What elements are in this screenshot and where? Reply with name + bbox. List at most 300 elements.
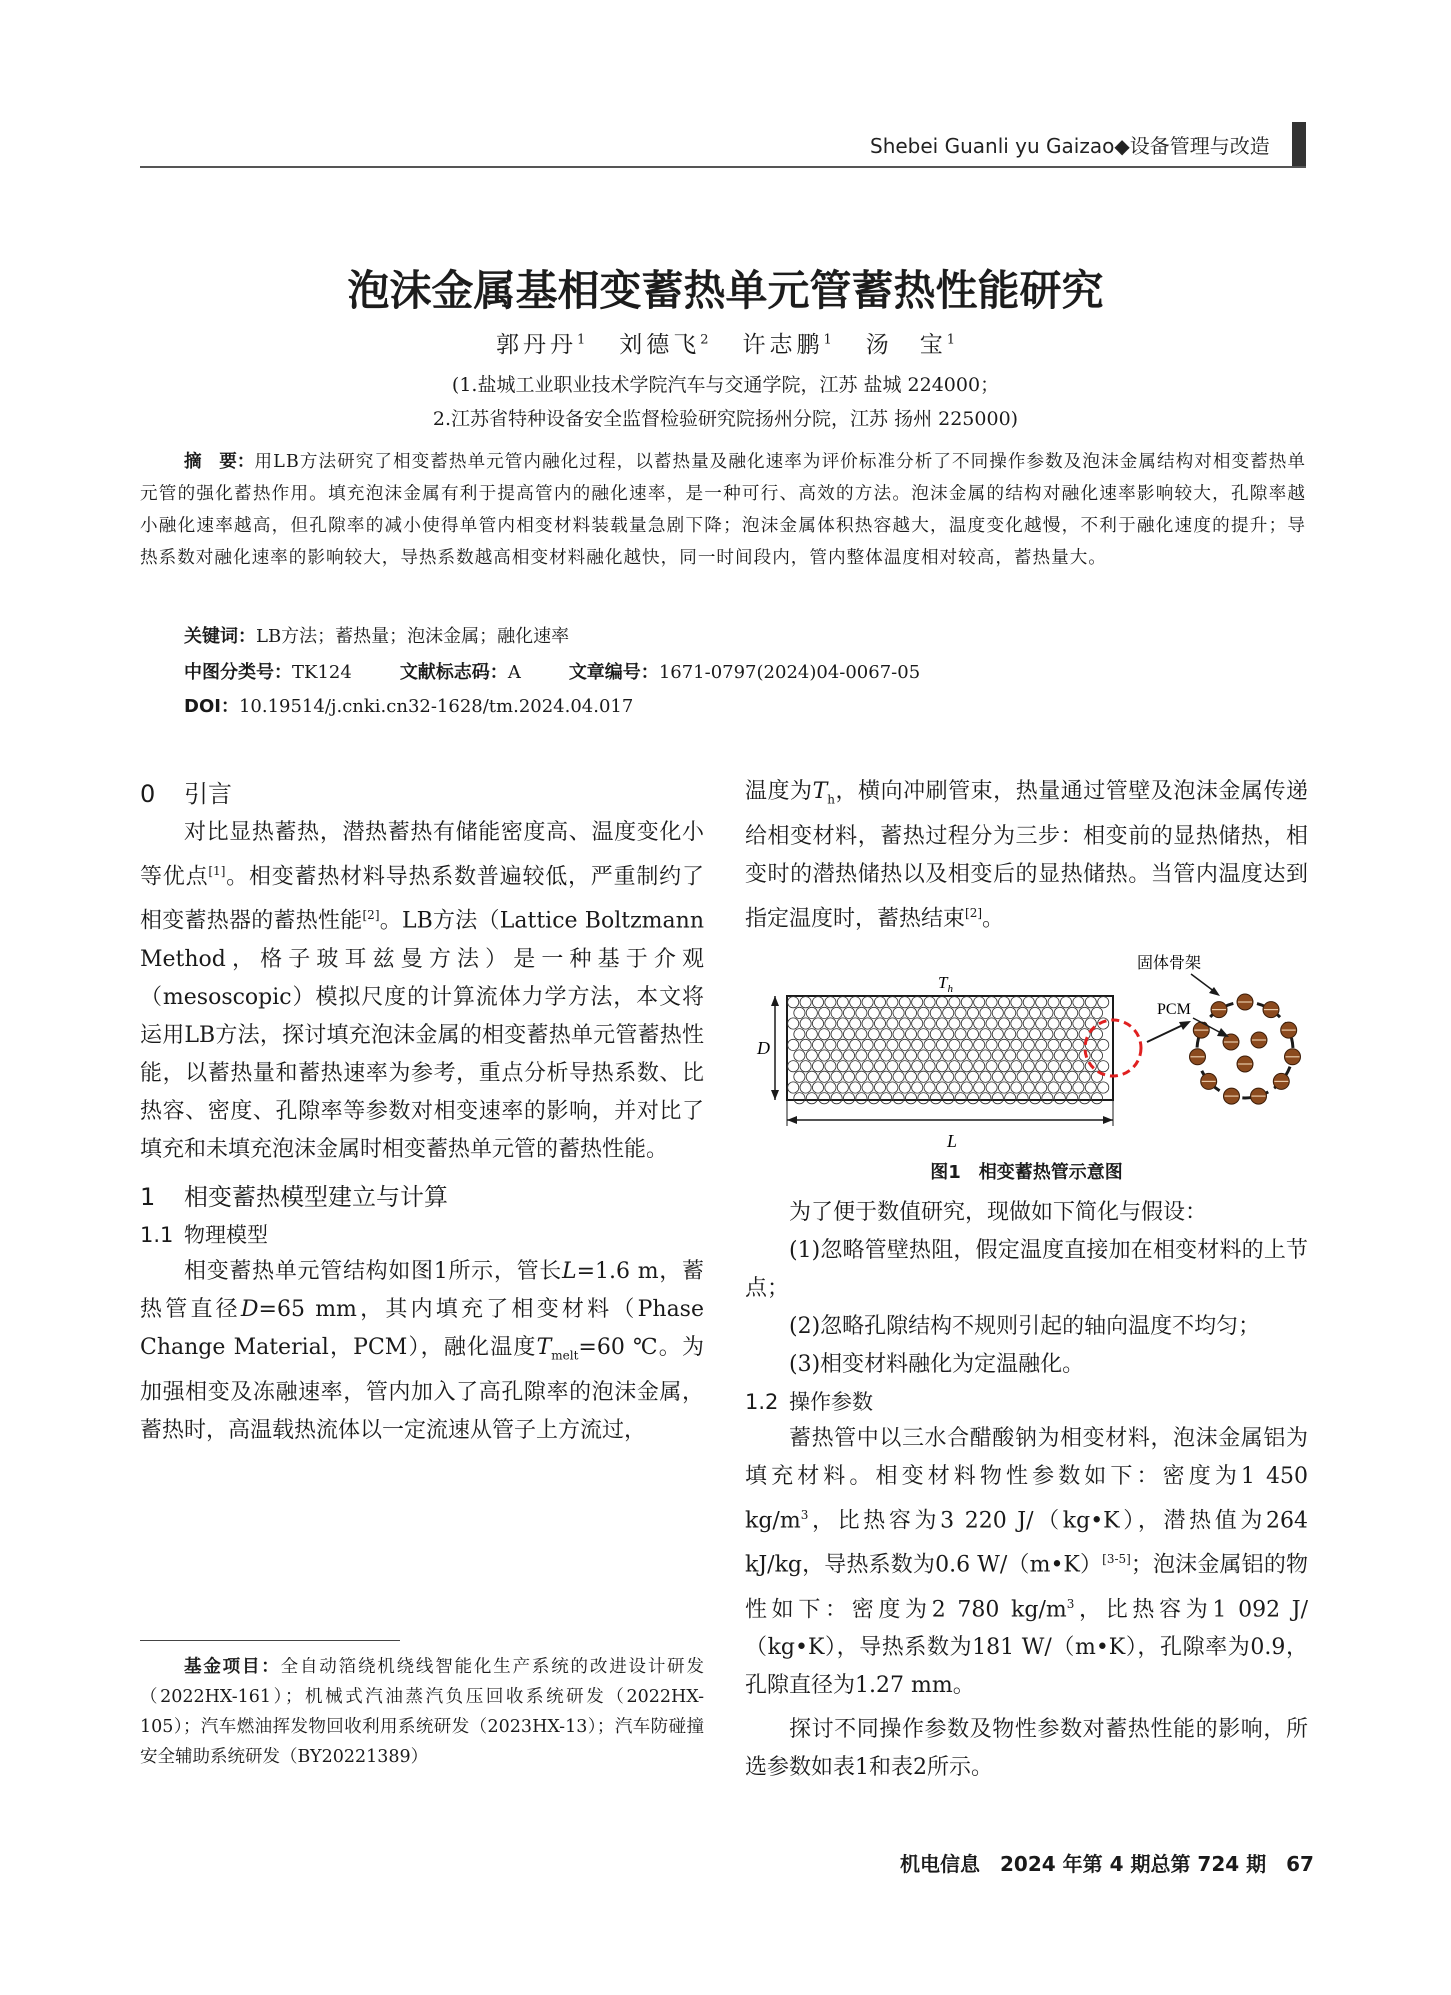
foam-cell: [1029, 1093, 1040, 1104]
foam-cell: [1085, 1082, 1096, 1093]
doi-line: [184, 692, 633, 718]
foam-cell: [812, 1082, 823, 1093]
foam-cell: [1098, 1082, 1109, 1093]
foam-cell: [1011, 1061, 1022, 1072]
foam-cell: [1017, 1007, 1028, 1018]
foam-cell: [918, 1007, 929, 1018]
assumptions-intro: 为了便于数值研究，现做如下简化与假设：: [789, 1200, 1208, 1225]
dimension-D-label: D: [757, 1038, 770, 1058]
foam-cell: [862, 1039, 873, 1050]
foam-cell: [831, 1050, 842, 1061]
foam-cell: [992, 1093, 1003, 1104]
foam-cell: [912, 1039, 923, 1050]
foam-cell: [800, 1039, 811, 1050]
foam-cell: [936, 1082, 947, 1093]
foam-cell: [980, 1050, 991, 1061]
foam-cell: [1005, 1029, 1016, 1040]
foam-cell: [1011, 997, 1022, 1008]
foam-cell: [806, 1093, 817, 1104]
foam-cell: [862, 1018, 873, 1029]
foam-cell: [831, 1093, 842, 1104]
foam-cell: [980, 1007, 991, 1018]
paper-title: 泡沫金属基相变蓄热单元管蓄热性能研究: [347, 266, 1104, 315]
foam-cell: [967, 1007, 978, 1018]
foam-cell: [936, 1039, 947, 1050]
foam-cell: [806, 1007, 817, 1018]
foam-cell: [1017, 1029, 1028, 1040]
foam-cell: [974, 1082, 985, 1093]
foam-cell: [850, 1082, 861, 1093]
arrowhead: [771, 1090, 779, 1100]
doi-label: DOI：: [184, 696, 239, 717]
foam-cell: [1054, 1007, 1065, 1018]
foam-cell: [1060, 1018, 1071, 1029]
foam-cell: [856, 1093, 867, 1104]
foam-cell: [856, 1050, 867, 1061]
foam-cell: [800, 1061, 811, 1072]
foam-cell: [1067, 1093, 1078, 1104]
model-paragraph-cont: 温度为$T_h$，横向冲刷管束，热量通过管壁及泡沫金属传递给相变材料，蓄热过程分为三步：相变前的显热储热，相变时的潜热储热以及相变后的显热储热。当管内温度达到指定温度时，蓄热结束[2]。: [745, 779, 1308, 932]
foam-cell: [1054, 1050, 1065, 1061]
foam-cell: [819, 1050, 830, 1061]
foam-cell: [1048, 1039, 1059, 1050]
foam-cell: [943, 1007, 954, 1018]
foam-cell: [825, 1061, 836, 1072]
foam-cell: [949, 1039, 960, 1050]
foam-cell: [1098, 997, 1109, 1008]
foam-cell: [918, 1071, 929, 1082]
foam-cell: [843, 1093, 854, 1104]
foam-cell: [912, 1061, 923, 1072]
foam-cell: [1029, 1029, 1040, 1040]
foam-cell: [868, 1050, 879, 1061]
arrowhead: [1179, 1021, 1191, 1030]
funding-footnote: [140, 1652, 704, 1772]
foam-cell: [825, 1039, 836, 1050]
foam-cell: [881, 1071, 892, 1082]
foam-cell: [967, 1029, 978, 1040]
foam-cell: [843, 1050, 854, 1061]
foam-cell: [837, 1082, 848, 1093]
foam-cell: [986, 997, 997, 1008]
foam-cell: [918, 1093, 929, 1104]
foam-cell: [974, 1018, 985, 1029]
foam-cell: [1029, 1007, 1040, 1018]
foam-cell: [1060, 1082, 1071, 1093]
foam-cell: [862, 1061, 873, 1072]
foam-cell: [936, 997, 947, 1008]
foam-cell: [825, 1018, 836, 1029]
foam-cell: [905, 1093, 916, 1104]
foam-cell: [1023, 1082, 1034, 1093]
foam-cell: [905, 1050, 916, 1061]
foam-cell: [943, 1093, 954, 1104]
foam-cell: [887, 997, 898, 1008]
foam-cell: [961, 1061, 972, 1072]
foam-cell: [893, 1050, 904, 1061]
foam-cell: [1036, 997, 1047, 1008]
foam-cell: [800, 997, 811, 1008]
citation-link[interactable]: [3-5]: [1102, 1552, 1131, 1567]
foam-cell: [819, 1007, 830, 1018]
foam-cell: [1036, 1061, 1047, 1072]
citation-link[interactable]: [2]: [362, 908, 380, 923]
foam-cell: [794, 1007, 805, 1018]
foam-cell: [918, 1029, 929, 1040]
foam-cell: [1005, 1007, 1016, 1018]
foam-cell: [924, 1061, 935, 1072]
foam-cell: [819, 1029, 830, 1040]
abstract: [140, 446, 1306, 574]
foam-cell: [1036, 1082, 1047, 1093]
foam-cell: [905, 1007, 916, 1018]
foam-cell: [961, 1018, 972, 1029]
foam-cell: [812, 1018, 823, 1029]
foam-cell: [825, 1082, 836, 1093]
section-heading-0: 0 引言: [140, 780, 232, 808]
foam-cell: [924, 1082, 935, 1093]
foam-cell: [912, 1018, 923, 1029]
foam-cell: [831, 1007, 842, 1018]
foam-cell: [800, 1082, 811, 1093]
foam-cell: [837, 997, 848, 1008]
foam-cell: [788, 1039, 799, 1050]
author: 汤 宝: [865, 332, 947, 358]
foam-cell: [794, 1093, 805, 1104]
article-no-value: 1671-0797(2024)04-0067-05: [658, 662, 921, 683]
doc-code-label: 文献标志码：: [399, 662, 508, 683]
foam-cell: [1067, 1007, 1078, 1018]
foam-cell: [1005, 1050, 1016, 1061]
foam-cell: [967, 1071, 978, 1082]
foam-cell: [874, 1018, 885, 1029]
foam-cell: [881, 1093, 892, 1104]
foam-cell: [819, 1093, 830, 1104]
foam-cell: [1091, 1007, 1102, 1018]
arrowhead: [1217, 1028, 1229, 1037]
foam-cell: [930, 1093, 941, 1104]
foam-cell: [843, 1007, 854, 1018]
doi-link[interactable]: 10.19514/j.cnki.cn32-1628/tm.2024.04.017: [238, 696, 634, 717]
params-paragraph: 蓄热管中以三水合醋酸钠为相变材料，泡沫金属铝为填充材料。相变材料物性参数如下：密度为1 450 $kg/m^3$，比热容为3 220 J/（kg•K），潜热值为264 kJ/kg，导热系数为0.6 W/（m•K）[3-5]；泡沫金属铝的物性如下：密度为2 780 $kg/m^3$，比热容为1 092 J/（kg•K），导热系数为181 W/（m•K），孔隙率为0.9，孔隙直径为1.27 mm。: [745, 1426, 1308, 1698]
foam-cell: [1067, 1050, 1078, 1061]
label-solid-skeleton: 固体骨架: [1137, 955, 1202, 972]
pcm-zoom-detail: [1190, 994, 1301, 1104]
foam-cell: [1042, 1029, 1053, 1040]
foam-cell: [1079, 1071, 1090, 1082]
label-pcm: PCM: [1157, 1001, 1191, 1018]
foam-cell: [1048, 1018, 1059, 1029]
foam-cell: [936, 1061, 947, 1072]
foam-cell: [806, 1050, 817, 1061]
foam-cell: [930, 1007, 941, 1018]
right-column-bottom: [745, 1194, 1308, 1787]
foam-cell: [955, 1029, 966, 1040]
foam-cell: [1054, 1071, 1065, 1082]
foam-cell: [1048, 1082, 1059, 1093]
foam-cell: [1054, 1093, 1065, 1104]
foam-cell: [1060, 1039, 1071, 1050]
foam-cell: [850, 997, 861, 1008]
foam-cell: [1073, 1061, 1084, 1072]
leader-line: [1191, 974, 1215, 992]
foam-cell: [980, 1029, 991, 1040]
author-affil-mark: 1: [946, 332, 955, 348]
foam-cell: [967, 1050, 978, 1061]
foam-cell: [893, 1071, 904, 1082]
foam-cell: [998, 1082, 1009, 1093]
keywords-label: 关键词：: [184, 626, 256, 647]
foam-cell: [1067, 1071, 1078, 1082]
section-heading-1-2: 1.2 操作参数: [745, 1390, 873, 1414]
author-affil-mark: 2: [700, 332, 709, 348]
foam-cell: [819, 1071, 830, 1082]
foam-cell: [961, 1082, 972, 1093]
foam-cell: [1098, 1039, 1109, 1050]
foam-cell: [1011, 1018, 1022, 1029]
figure-caption: 图1 相变蓄热管示意图: [930, 1162, 1123, 1183]
foam-cell: [1067, 1029, 1078, 1040]
foam-cell: [955, 1071, 966, 1082]
foam-cell: [1005, 1071, 1016, 1082]
article-no-label: 文章编号：: [568, 662, 659, 683]
foam-cell: [1036, 1018, 1047, 1029]
foam-cell: [998, 997, 1009, 1008]
foam-cell: [806, 1071, 817, 1082]
foam-cell: [887, 1082, 898, 1093]
foam-cell: [881, 1050, 892, 1061]
arrowhead: [787, 1116, 797, 1124]
foam-cell: [788, 1061, 799, 1072]
classification-line: [184, 658, 920, 684]
foam-cell: [862, 997, 873, 1008]
author-affil-mark: 1: [577, 332, 586, 348]
author: 刘德飞: [619, 332, 701, 358]
foam-cell: [980, 1071, 991, 1082]
citation-link[interactable]: [1]: [208, 864, 226, 878]
foam-cell: [831, 1071, 842, 1082]
foam-cell: [887, 1039, 898, 1050]
foam-metal-pattern: [788, 997, 1109, 1104]
foam-cell: [874, 1082, 885, 1093]
foam-cell: [998, 1039, 1009, 1050]
foam-cell: [856, 1007, 867, 1018]
foam-cell: [974, 1039, 985, 1050]
foam-cell: [998, 1061, 1009, 1072]
foam-cell: [955, 1093, 966, 1104]
foam-cell: [943, 1029, 954, 1040]
foam-cell: [1017, 1050, 1028, 1061]
foam-cell: [1042, 1071, 1053, 1082]
foam-cell: [868, 1093, 879, 1104]
foam-cell: [924, 1039, 935, 1050]
foam-cell: [868, 1029, 879, 1040]
foam-cell: [887, 1061, 898, 1072]
foam-cell: [943, 1071, 954, 1082]
foam-cell: [1079, 1029, 1090, 1040]
right-column-top: [745, 773, 1308, 939]
affiliation-1: (1.盐城工业职业技术学院汽车与交通学院，江苏 盐城 224000；: [451, 374, 1000, 396]
foam-cell: [930, 1029, 941, 1040]
foam-cell: [887, 1018, 898, 1029]
assumption-item: (2)忽略孔隙结构不规则引起的轴向温度不均匀；: [789, 1314, 1261, 1339]
foam-cell: [936, 1018, 947, 1029]
foam-cell: [949, 1061, 960, 1072]
foam-cell: [992, 1007, 1003, 1018]
foam-cell: [905, 1029, 916, 1040]
foam-cell: [986, 1082, 997, 1093]
foam-cell: [881, 1029, 892, 1040]
foam-cell: [1029, 1050, 1040, 1061]
affiliation-2: 2.江苏省特种设备安全监督检验研究院扬州分院，江苏 扬州 225000): [432, 408, 1019, 430]
foam-cell: [893, 1007, 904, 1018]
foam-cell: [1048, 1061, 1059, 1072]
foam-cell: [912, 1082, 923, 1093]
funding-text: 全自动箔绕机绕线智能化生产系统的改进设计研发（2022HX-161）；机械式汽油蒸汽负压回收系统研发（2022HX-105）；汽车燃油挥发物回收利用系统研发（2023HX-13）；汽车防碰撞安全辅助系统研发（BY20221389）: [140, 1657, 705, 1767]
foam-cell: [961, 1039, 972, 1050]
intro-paragraph: 对比显热蓄热，潜热蓄热有储能密度高、温度变化小等优点[1]。相变蓄热材料导热系数普遍较低，严重制约了相变蓄热器的蓄热性能[2]。LB方法（Lattice Boltzmann Method，格子玻耳兹曼方法）是一种基于介观（mesoscopic）模拟尺度的计算流体力学方法，本文将运用LB方法，探讨填充泡沫金属的相变蓄热单元管蓄热性能，以蓄热量和蓄热速率为参考，重点分析导热系数、比热容、密度、孔隙率等参数对相变速率的影响，并对比了填充和未填充泡沫金属时相变蓄热单元管的蓄热性能。: [140, 820, 704, 1162]
foam-cell: [1036, 1039, 1047, 1050]
foam-cell: [1023, 1018, 1034, 1029]
foam-cell: [930, 1071, 941, 1082]
header-rule: [140, 166, 1306, 168]
clc-value: TK124: [292, 662, 352, 683]
citation-link[interactable]: [2]: [965, 906, 983, 921]
foam-cell: [992, 1071, 1003, 1082]
foam-cell: [955, 1007, 966, 1018]
foam-cell: [899, 1039, 910, 1050]
running-header: Shebei Guanli yu Gaizao◆设备管理与改造: [870, 134, 1270, 158]
foam-cell: [974, 997, 985, 1008]
foam-cell: [1023, 1061, 1034, 1072]
foam-cell: [899, 1082, 910, 1093]
foam-cell: [843, 1071, 854, 1082]
foam-cell: [1023, 1039, 1034, 1050]
foam-cell: [961, 997, 972, 1008]
foam-cell: [1073, 1039, 1084, 1050]
foam-cell: [837, 1061, 848, 1072]
foam-cell: [856, 1029, 867, 1040]
foam-cell: [949, 1018, 960, 1029]
author: 郭丹丹: [496, 332, 578, 358]
foam-cell: [800, 1018, 811, 1029]
foam-cell: [1079, 1007, 1090, 1018]
assumption-item: (3)相变材料融化为定温融化。: [789, 1352, 1085, 1377]
foam-cell: [1091, 1093, 1102, 1104]
foam-cell: [899, 1018, 910, 1029]
foam-cell: [955, 1050, 966, 1061]
left-column: [140, 774, 704, 1450]
foam-cell: [924, 1018, 935, 1029]
header-bar: [1292, 122, 1306, 166]
foam-cell: [812, 1061, 823, 1072]
foam-cell: [893, 1093, 904, 1104]
foam-cell: [862, 1082, 873, 1093]
foam-cell: [1060, 997, 1071, 1008]
foam-cell: [874, 1061, 885, 1072]
foam-cell: [912, 997, 923, 1008]
foam-cell: [788, 1018, 799, 1029]
doc-code-value: A: [507, 662, 521, 683]
foam-cell: [837, 1018, 848, 1029]
foam-cell: [812, 1039, 823, 1050]
foam-cell: [893, 1029, 904, 1040]
abstract-label: 摘 要：: [184, 452, 255, 472]
foam-cell: [986, 1018, 997, 1029]
foam-cell: [850, 1061, 861, 1072]
foam-cell: [899, 1061, 910, 1072]
page-footer: 机电信息 2024 年第 4 期总第 724 期 67: [900, 1852, 1314, 1876]
foam-cell: [788, 1082, 799, 1093]
foam-cell: [1011, 1082, 1022, 1093]
params-paragraph-2: 探讨不同操作参数及物性参数对蓄热性能的影响，所选参数如表1和表2所示。: [745, 1716, 1308, 1780]
foam-cell: [1085, 997, 1096, 1008]
temperature-Th-label: $T_h$: [938, 973, 953, 995]
foam-cell: [856, 1071, 867, 1082]
foam-cell: [1060, 1061, 1071, 1072]
clc-label: 中图分类号：: [184, 662, 292, 683]
figure-1: [745, 950, 1308, 1155]
foam-cell: [1042, 1050, 1053, 1061]
foam-cell: [924, 997, 935, 1008]
foam-cell: [1048, 997, 1059, 1008]
foam-cell: [1073, 997, 1084, 1008]
foam-cell: [868, 1007, 879, 1018]
footnote-rule: [140, 1640, 400, 1641]
section-heading-1: 1 相变蓄热模型建立与计算: [140, 1182, 448, 1211]
foam-cell: [930, 1050, 941, 1061]
foam-cell: [868, 1071, 879, 1082]
foam-cell: [812, 997, 823, 1008]
foam-cell: [1079, 1093, 1090, 1104]
arrowhead: [771, 996, 779, 1006]
foam-cell: [918, 1050, 929, 1061]
funding-label: 基金项目：: [184, 1657, 281, 1677]
foam-cell: [1042, 1093, 1053, 1104]
author: 许志鹏: [742, 332, 824, 358]
foam-cell: [992, 1029, 1003, 1040]
foam-cell: [881, 1007, 892, 1018]
foam-cell: [974, 1061, 985, 1072]
foam-cell: [1073, 1018, 1084, 1029]
dimension-L-label: L: [947, 1131, 958, 1151]
foam-cell: [1098, 1061, 1109, 1072]
arrowhead: [1103, 1116, 1113, 1124]
keywords: [184, 622, 569, 648]
foam-cell: [1017, 1093, 1028, 1104]
assumption-item: (1)忽略管壁热阻，假定温度直接加在相变材料的上节点；: [745, 1238, 1308, 1301]
foam-cell: [1017, 1071, 1028, 1082]
foam-cell: [905, 1071, 916, 1082]
author-list: [0, 326, 1451, 359]
foam-cell: [943, 1050, 954, 1061]
foam-cell: [794, 1029, 805, 1040]
section-heading-1-1: 1.1 物理模型: [140, 1222, 268, 1247]
foam-cell: [874, 997, 885, 1008]
foam-cell: [806, 1029, 817, 1040]
foam-cell: [992, 1050, 1003, 1061]
foam-cell: [949, 997, 960, 1008]
foam-cell: [850, 1039, 861, 1050]
foam-cell: [794, 1050, 805, 1061]
foam-cell: [788, 997, 799, 1008]
foam-cell: [998, 1018, 1009, 1029]
foam-cell: [967, 1093, 978, 1104]
keywords-text: LB方法；蓄热量；泡沫金属；融化速率: [256, 626, 570, 647]
foam-cell: [949, 1082, 960, 1093]
model-paragraph: 相变蓄热单元管结构如图1所示，管长L=1.6 m，蓄热管直径D=65 mm，其内填充了相变材料（Phase Change Material，PCM），融化温度$T_{melt}=60$ ℃。为加强相变及冻融速率，管内加入了高孔隙率的泡沫金属，蓄热时，高温载热流体以一定流速从管子上方流过，: [140, 1258, 705, 1444]
foam-cell: [843, 1029, 854, 1040]
